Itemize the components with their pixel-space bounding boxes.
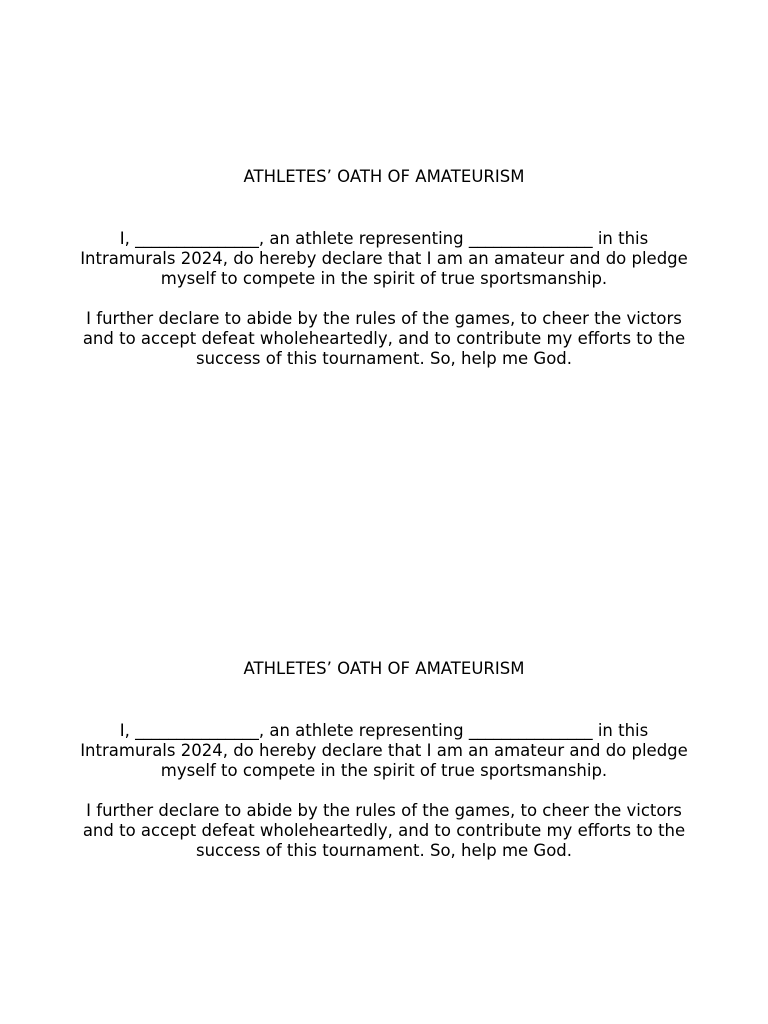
pledge-line: I, _______________, an athlete representing _______________ in this	[119, 721, 649, 740]
pledge-line: myself to compete in the spirit of true sportsmanship.	[160, 269, 608, 288]
oath-title: ATHLETES’ OATH OF AMATEURISM	[243, 659, 525, 678]
declaration-line: I further declare to abide by the rules of the games, to cheer the victors	[86, 801, 682, 820]
pledge-line: Intramurals 2024, do hereby declare that I am an amateur and do pledge	[80, 741, 688, 760]
oath-block-2	[0, 659, 768, 861]
pledge-line: Intramurals 2024, do hereby declare that I am an amateur and do pledge	[80, 249, 688, 268]
declaration-line: success of this tournament. So, help me God.	[195, 841, 573, 860]
oath-title: ATHLETES’ OATH OF AMATEURISM	[243, 167, 525, 186]
pledge-line: myself to compete in the spirit of true sportsmanship.	[160, 761, 608, 780]
oath-block-1	[0, 167, 768, 369]
declaration-line: and to accept defeat wholeheartedly, and to contribute my efforts to the	[82, 329, 686, 348]
pledge-paragraph	[0, 229, 768, 289]
declaration-paragraph	[0, 309, 768, 369]
pledge-line: I, _______________, an athlete representing _______________ in this	[119, 229, 649, 248]
declaration-paragraph	[0, 801, 768, 861]
declaration-line: I further declare to abide by the rules of the games, to cheer the victors	[86, 309, 682, 328]
declaration-line: success of this tournament. So, help me God.	[195, 349, 573, 368]
declaration-line: and to accept defeat wholeheartedly, and to contribute my efforts to the	[82, 821, 686, 840]
pledge-paragraph	[0, 721, 768, 781]
